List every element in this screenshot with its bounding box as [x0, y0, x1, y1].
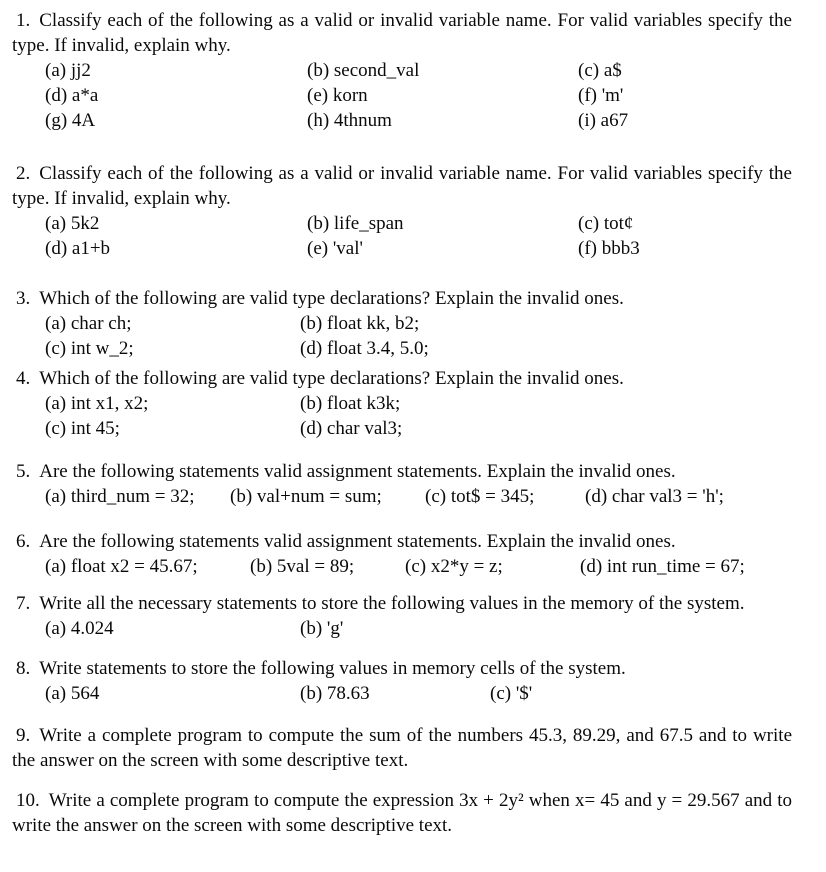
question-item: (a) jj2: [45, 60, 91, 81]
question-item: (a) 564: [45, 683, 100, 704]
question-body: Are the following statements valid assignment statements. Explain the invalid ones.: [39, 461, 676, 482]
question-item: (b) val+num = sum;: [230, 486, 382, 507]
question-text: [12, 459, 792, 484]
question-item: (d) a1+b: [45, 238, 111, 259]
question-item: (c) tot$ = 345;: [425, 486, 535, 507]
question-number: 8.: [16, 658, 31, 679]
question-text: [12, 366, 792, 391]
question-item: (b) 'g': [300, 618, 344, 639]
question-items: [45, 311, 792, 361]
question-4: [12, 366, 792, 441]
question-3: [12, 286, 792, 361]
question-item: (d) float 3.4, 5.0;: [300, 338, 429, 359]
question-items: [45, 391, 792, 441]
question-item: (b) float kk, b2;: [300, 313, 420, 334]
question-text: [12, 723, 792, 773]
question-number: 6.: [16, 531, 31, 552]
question-text: [12, 161, 792, 211]
question-item: (b) float k3k;: [300, 393, 401, 414]
question-item: (a) int x1, x2;: [45, 393, 149, 414]
question-item: (b) 78.63: [300, 683, 370, 704]
question-text: [12, 529, 792, 554]
question-8: [12, 656, 792, 706]
question-7: [12, 591, 792, 641]
question-body: Write a complete program to compute the sum of the numbers 45.3, 89.29, and 67.5 and to write the answer on the screen with some descriptive text.: [12, 725, 792, 771]
question-number: 9.: [16, 725, 31, 746]
question-body: Classify each of the following as a valid or invalid variable name. For valid variables specify the type. If invalid, explain why.: [12, 163, 792, 209]
question-item: (c) int w_2;: [45, 338, 134, 359]
question-item: (f) bbb3: [578, 238, 640, 259]
question-items: [45, 681, 792, 706]
question-text: [12, 591, 792, 616]
question-item: (d) char val3 = 'h';: [585, 486, 724, 507]
question-1: [12, 8, 792, 133]
question-2: [12, 161, 792, 261]
question-5: [12, 459, 792, 509]
question-9: [12, 723, 792, 773]
question-number: 1.: [16, 10, 31, 31]
question-text: [12, 656, 792, 681]
question-number: 10.: [16, 790, 40, 811]
question-6: [12, 529, 792, 579]
question-item: (d) a*a: [45, 85, 99, 106]
question-body: Classify each of the following as a valid or invalid variable name. For valid variables specify the type. If invalid, explain why.: [12, 10, 792, 56]
question-item: (b) life_span: [307, 213, 404, 234]
question-body: Are the following statements valid assignment statements. Explain the invalid ones.: [39, 531, 676, 552]
question-item: (f) 'm': [578, 85, 624, 106]
question-10: [12, 788, 792, 838]
question-item: (e) 'val': [307, 238, 363, 259]
question-item: (a) 4.024: [45, 618, 114, 639]
question-items: [45, 484, 792, 509]
question-items: [45, 554, 792, 579]
question-item: (a) 5k2: [45, 213, 100, 234]
question-number: 2.: [16, 163, 31, 184]
question-item: (c) '$': [490, 683, 533, 704]
question-number: 5.: [16, 461, 31, 482]
question-body: Which of the following are valid type declarations? Explain the invalid ones.: [39, 288, 624, 309]
question-text: [12, 8, 792, 58]
question-item: (c) tot¢: [578, 213, 634, 234]
question-item: (b) 5val = 89;: [250, 556, 355, 577]
question-item: (b) second_val: [307, 60, 420, 81]
question-body: Write all the necessary statements to store the following values in the memory of the system.: [39, 593, 745, 614]
question-item: (i) a67: [578, 110, 629, 131]
question-body: Write a complete program to compute the expression 3x + 2y² when x= 45 and y = 29.567 and to write the answer on the screen with some descriptive text.: [12, 790, 792, 836]
question-body: Write statements to store the following values in memory cells of the system.: [39, 658, 626, 679]
question-items: [45, 211, 792, 261]
question-item: (a) float x2 = 45.67;: [45, 556, 198, 577]
question-item: (a) char ch;: [45, 313, 132, 334]
question-item: (c) x2*y = z;: [405, 556, 503, 577]
question-items: [45, 58, 792, 133]
question-number: 7.: [16, 593, 31, 614]
question-item: (g) 4A: [45, 110, 96, 131]
question-body: Which of the following are valid type declarations? Explain the invalid ones.: [39, 368, 624, 389]
question-item: (c) int 45;: [45, 418, 120, 439]
question-item: (d) int run_time = 67;: [580, 556, 745, 577]
question-text: [12, 788, 792, 838]
question-item: (d) char val3;: [300, 418, 403, 439]
question-text: [12, 286, 792, 311]
question-item: (c) a$: [578, 60, 622, 81]
question-item: (a) third_num = 32;: [45, 486, 195, 507]
question-item: (h) 4thnum: [307, 110, 392, 131]
question-items: [45, 616, 792, 641]
question-item: (e) korn: [307, 85, 368, 106]
question-number: 4.: [16, 368, 31, 389]
question-number: 3.: [16, 288, 31, 309]
